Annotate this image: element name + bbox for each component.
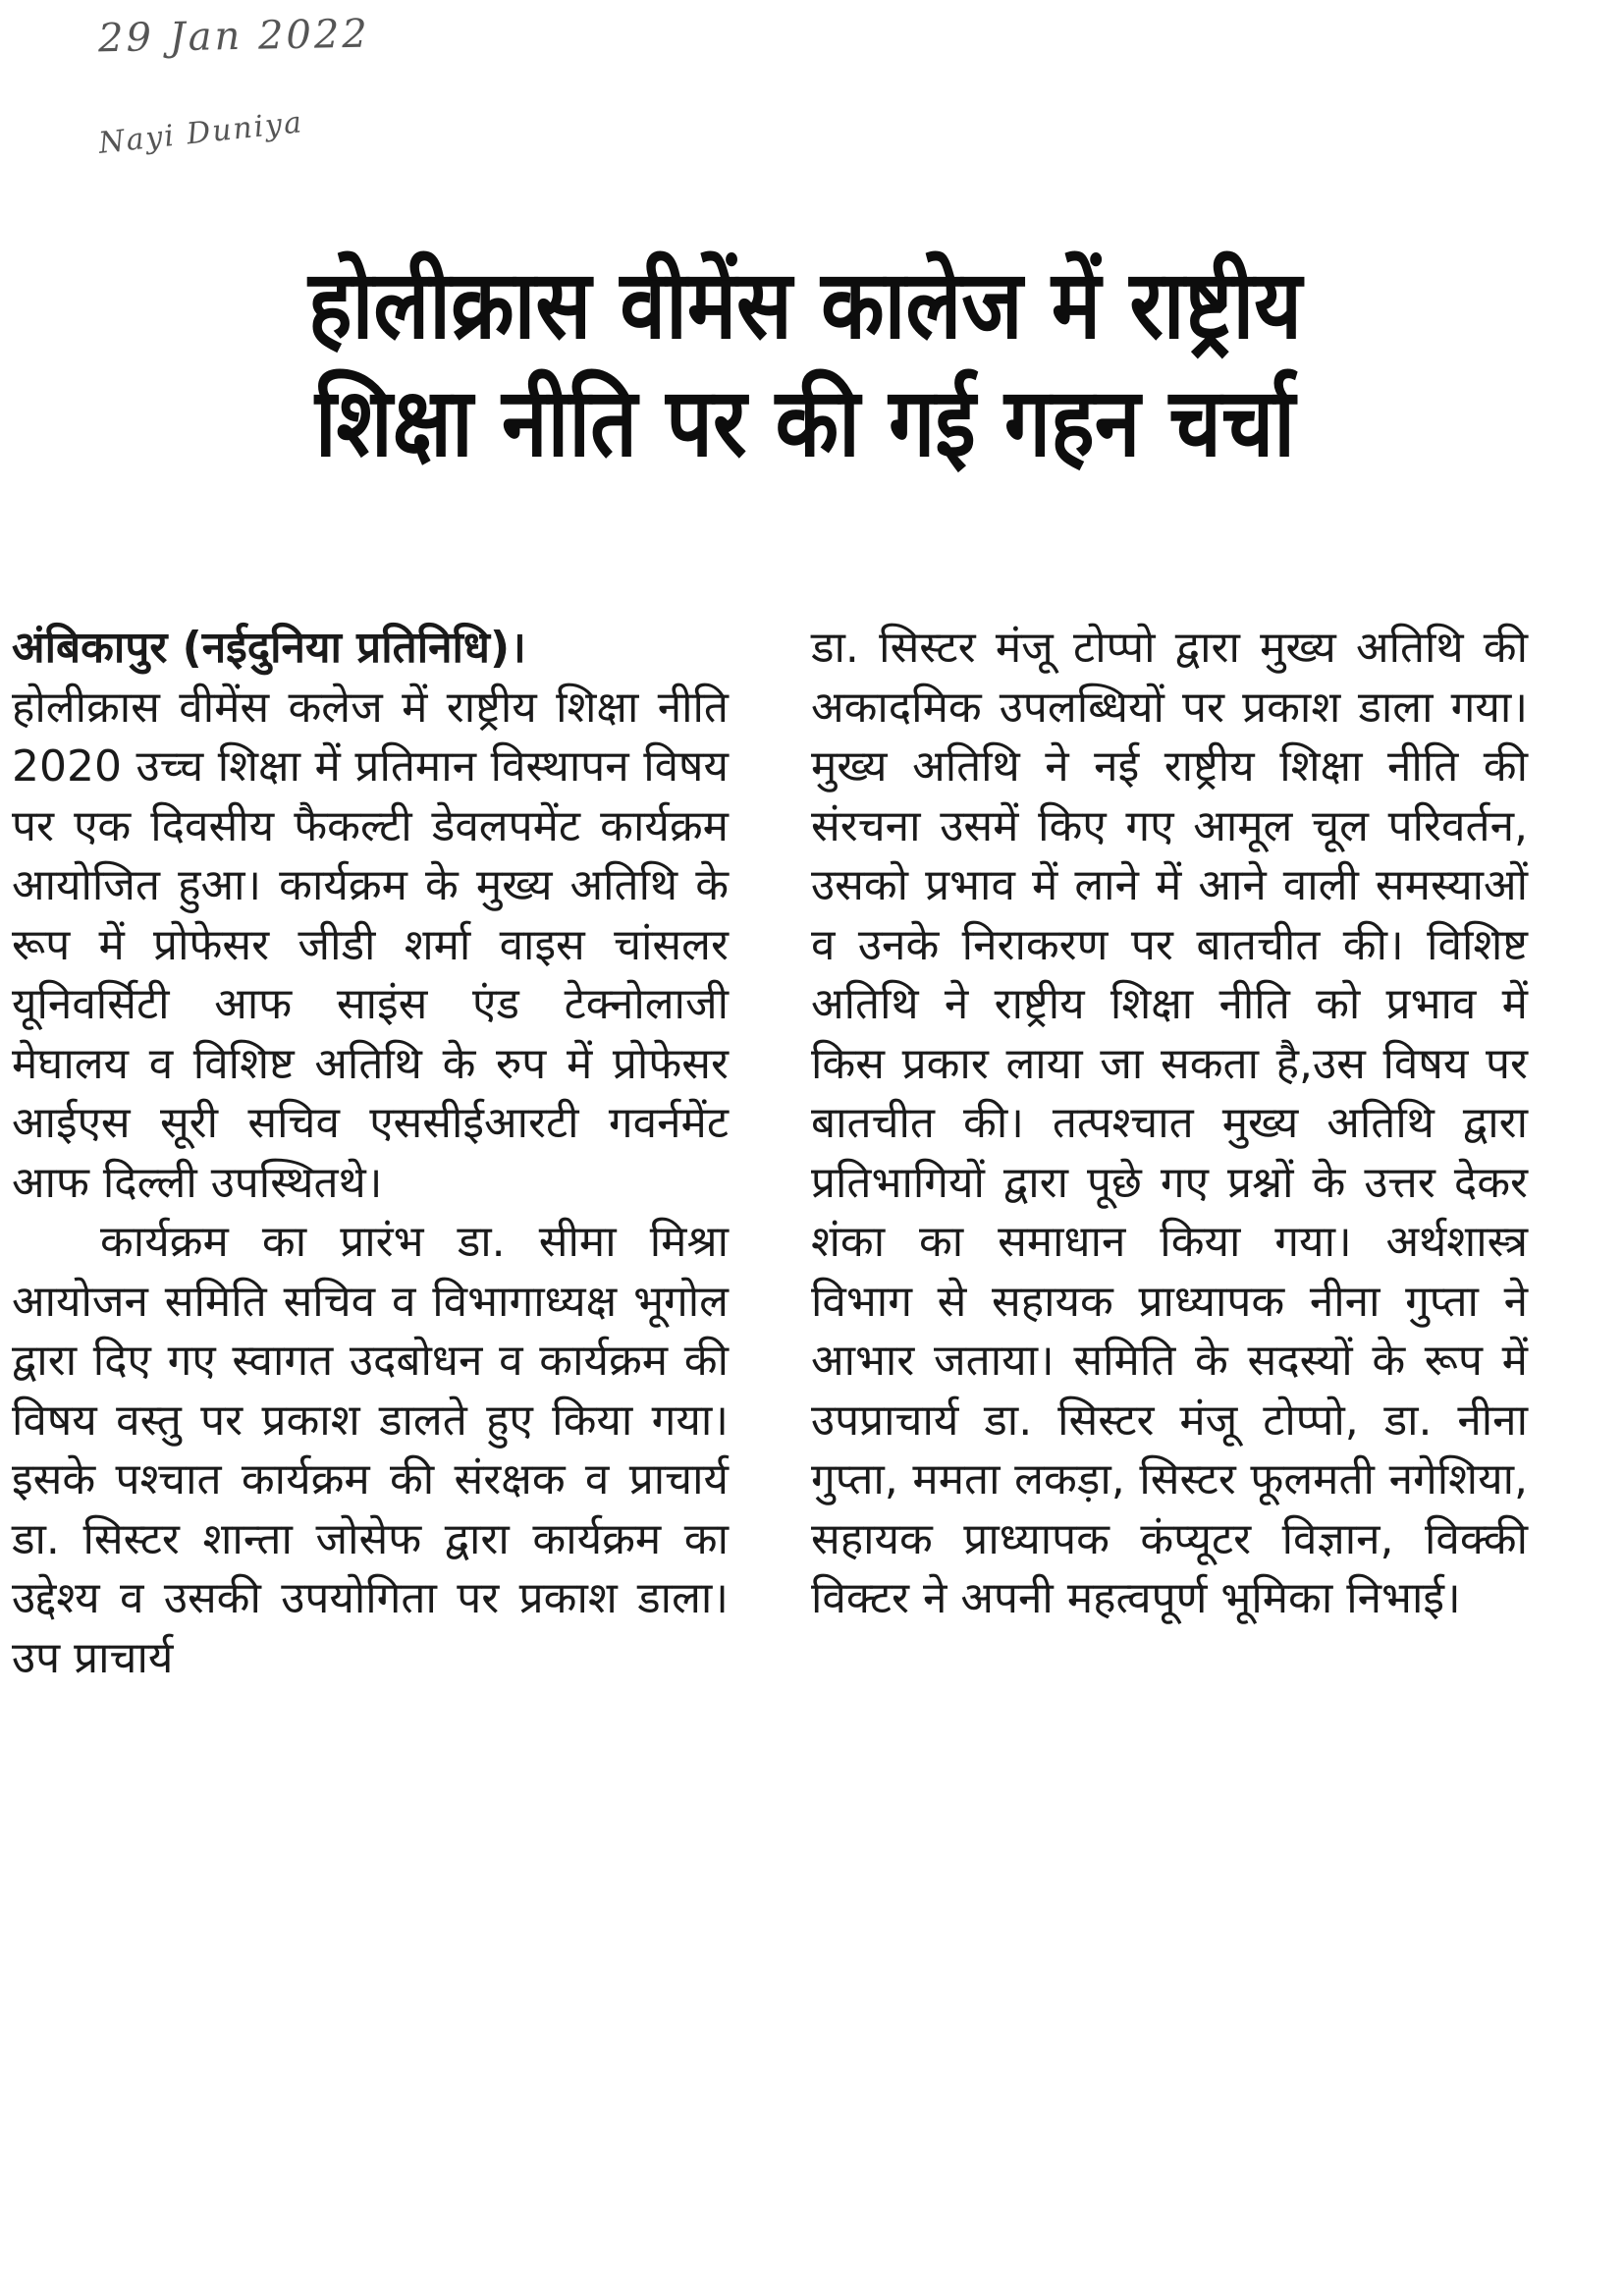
headline-line-2: शिक्षा नीति पर की गई गहन चर्चा	[314, 366, 1296, 478]
dateline: अंबिकापुर (नईदुनिया प्रतिनिधि)।	[12, 623, 526, 673]
headline-line-1: होलीक्रास वीमेंस कालेज में राष्ट्रीय	[308, 248, 1302, 360]
handwritten-date: 29 Jan 2022	[97, 11, 371, 62]
article-column-left	[12, 619, 729, 1688]
article-paragraph-3: डा. सिस्टर मंजू टोप्पो द्वारा मुख्य अतिथि की अकादमिक उपलब्धियों पर प्रकाश डाला गया। मुख्य अतिथि ने नई राष्ट्रीय शिक्षा नीति की संरचना उसमें किए गए आमूल चूल परिवर्तन, उसको प्रभाव में लाने में आने वाली समस्याओं व उनके निराकरण पर बातचीत की। विशिष्ट अतिथि ने राष्ट्रीय शिक्षा नीति को प्रभाव में किस प्रकार लाया जा सकता है,उस विषय पर बातचीत की। तत्पश्चात मुख्य अतिथि द्वारा प्रतिभागियों द्वारा पूछे गए प्रश्नों के उत्तर देकर शंका का समाधान किया गया। अर्थशास्त्र विभाग से सहायक प्राध्यापक नीना गुप्ता ने आभार जताया। समिति के सदस्यों के रूप में उपप्राचार्य डा. सिस्टर मंजू टोप्पो, डा. नीना गुप्ता, ममता लकड़ा, सिस्टर फूलमती नगेशिया, सहायक प्राध्यापक कंप्यूटर विज्ञान, विक्की विक्टर ने अपनी महत्वपूर्ण भूमिका निभाई।	[811, 623, 1528, 1623]
headline	[29, 246, 1581, 481]
handwritten-newspaper-name: Nayi Duniya	[96, 105, 305, 161]
article-column-right	[811, 619, 1528, 1629]
article-paragraph-2: कार्यक्रम का प्रारंभ डा. सीमा मिश्रा आयोजन समिति सचिव व विभागाध्यक्ष भूगोल द्वारा दिए गए स्वागत उदबोधन व कार्यक्रम की विषय वस्तु पर प्रकाश डालते हुए किया गया। इसके पश्चात कार्यक्रम की संरक्षक व प्राचार्य डा. सिस्टर शान्ता जोसेफ द्वारा कार्यक्रम का उद्देश्य व उसकी उपयोगिता पर प्रकाश डाला। उप प्राचार्य	[12, 1217, 729, 1683]
article-paragraph-1: होलीक्रास वीमेंस कलेज में राष्ट्रीय शिक्षा नीति 2020 उच्च शिक्षा में प्रतिमान विस्थापन विषय पर एक दिवसीय फैकल्टी डेवलपमेंट कार्यक्रम आयोजित हुआ। कार्यक्रम के मुख्य अतिथि के रूप में प्रोफेसर जीडी शर्मा वाइस चांसलर यूनिवर्सिटी आफ साइंस एंड टेक्नोलाजी मेघालय व विशिष्ट अतिथि के रुप में प्रोफेसर आईएस सूरी सचिव एससीईआरटी गवर्नमेंट आफ दिल्ली उपस्थितथे।	[12, 682, 729, 1208]
